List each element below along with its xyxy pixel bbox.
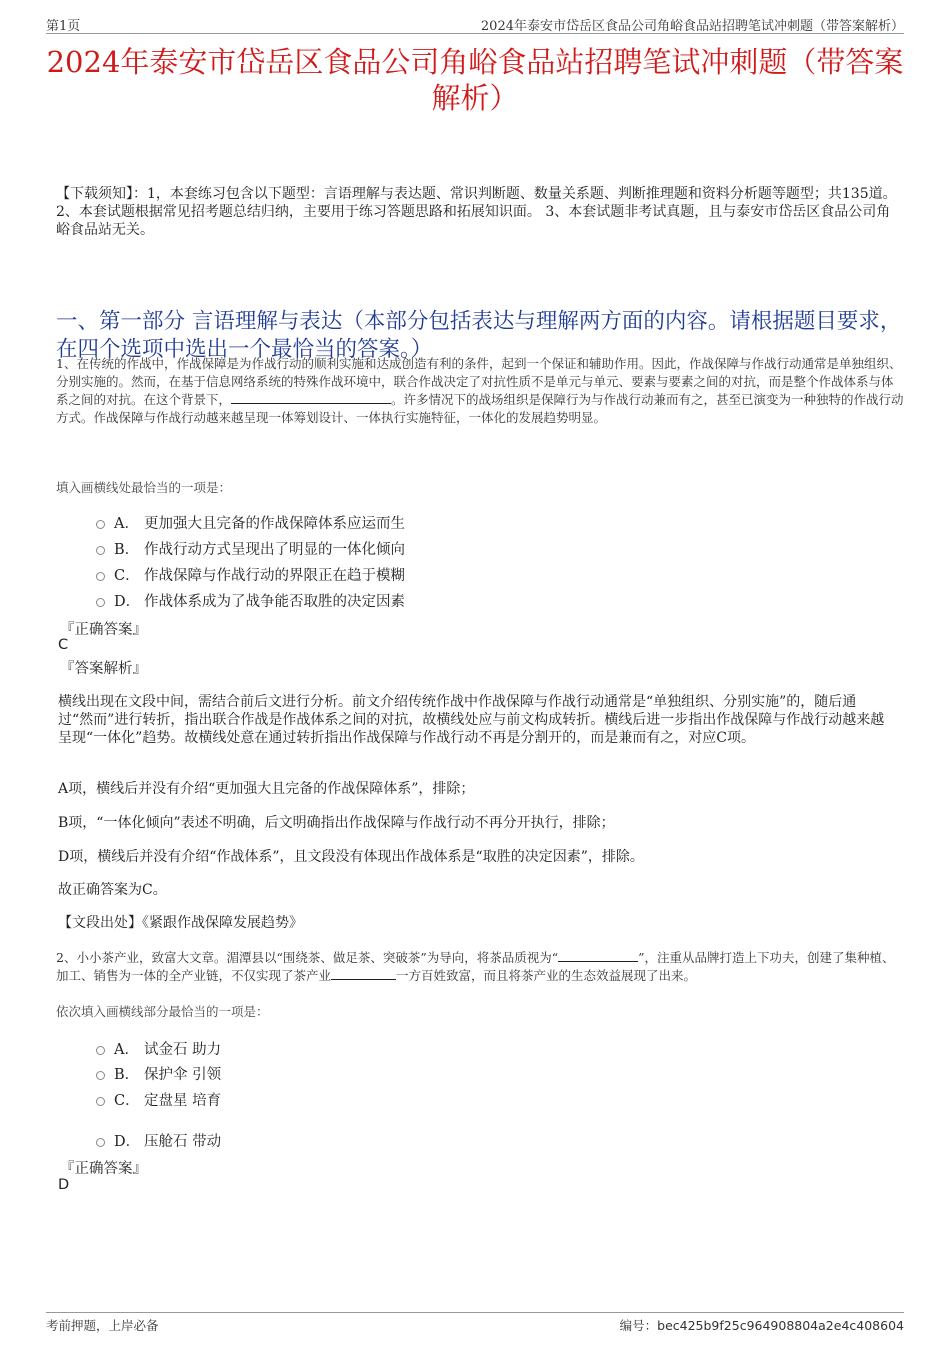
radio-icon[interactable] — [96, 546, 105, 555]
question-1-analysis-a: A项，横线后并没有介绍“更加强大且完备的作战保障体系”，排除； — [58, 781, 475, 797]
question-1-option-d[interactable]: D． 作战体系成为了战争能否取胜的决定因素 — [96, 590, 405, 611]
question-2-answer-label: 『正确答案』 — [60, 1161, 147, 1177]
question-1-option-c[interactable]: C． 作战保障与作战行动的界限正在趋于模糊 — [96, 564, 405, 585]
radio-icon[interactable] — [96, 1046, 105, 1055]
page-footer — [46, 1312, 904, 1336]
question-2-prompt: 依次填入画横线部分最恰当的一项是： — [56, 1004, 269, 1019]
question-1-answer-label: 『正确答案』 — [60, 622, 147, 638]
download-notice: 【下载须知】：1，本套练习包含以下题型：言语理解与表达题、常识判断题、数量关系题、判断推理题和资料分析题等题型；共135道。 2、本套试题根据常见招考题总结归纳，主要用于练习答题思路和拓展知识面。 3、本套试题非考试真题，且与泰安市岱岳区食品公司角峪食品站无关。 — [56, 186, 897, 238]
blank-line — [331, 967, 396, 980]
document-title: 2024年泰安市岱岳区食品公司角峪食品站招聘笔试冲刺题（带答案解析） — [46, 45, 904, 115]
footer-code — [620, 1316, 904, 1334]
radio-icon[interactable] — [96, 1138, 105, 1147]
footer-code-value: bec425b9f25c964908804a2e4c408604 — [657, 1318, 904, 1333]
radio-icon[interactable] — [96, 520, 105, 529]
question-1-analysis-b: B项，“一体化倾向”表述不明确，后文明确指出作战保障与作战行动不再分开执行，排除； — [58, 815, 615, 831]
question-2-option-b[interactable]: B． 保护伞 引领 — [96, 1063, 221, 1084]
question-2-option-c[interactable]: C． 定盘星 培育 — [96, 1089, 221, 1110]
blank-line — [558, 949, 638, 962]
radio-icon[interactable] — [96, 598, 105, 607]
question-1-option-a[interactable]: A． 更加强大且完备的作战保障体系应运而生 — [96, 512, 405, 533]
question-2-answer: D — [58, 1177, 70, 1193]
question-1-source: 【文段出处】《紧跟作战保障发展趋势》 — [58, 915, 303, 931]
footer-code-label: 编号： — [619, 1318, 658, 1333]
question-2-option-a[interactable]: A． 试金石 助力 — [96, 1038, 221, 1059]
question-1-analysis-label: 『答案解析』 — [60, 661, 147, 677]
header-doc-title: 2024年泰安市岱岳区食品公司角峪食品站招聘笔试冲刺题（带答案解析） — [480, 19, 904, 34]
question-1-prompt: 填入画横线处最恰当的一项是： — [56, 480, 232, 495]
question-1-analysis-main: 横线出现在文段中间，需结合前后文进行分析。前文介绍传统作战中作战保障与作战行动通常是“单独组织、分别实施”的，随后通过“然而”进行转折，指出联合作战是作战体系之间的对抗，故横线处应与前文构成转折。横线后进一步指出作战保障与作战行动越来越呈现“一体化”趋势。故横线处意在通过转折指出作战保障与作战行动不再是分割开的，而是兼而有之，对应C项。 — [58, 694, 885, 746]
question-1-answer: C — [58, 637, 69, 653]
footer-slogan: 考前押题，上岸必备 — [46, 1318, 159, 1333]
radio-icon[interactable] — [96, 572, 105, 581]
radio-icon[interactable] — [96, 1097, 105, 1106]
question-1-text-before: 1、在传统的作战中，作战保障是为作战行动的顺利实施和达成创造有利的条件，起到一个保证和辅助作用。因此，作战保障与作战行动通常是单独组织、分别实施的。然而，在基于信息网络系统的特殊作战环境中，联合作战决定了对抗性质不是单元与单元、要素与要素之间的对抗，而是整个作战体系与体系之间的对抗。在这个背景下， — [56, 356, 902, 407]
question-1-text-after: 。许多情况下的战场组织是保障行为与作战行动兼而有之，甚至已演变为一种独特的作战行动方式。作战保障与作战行动越来越呈现一体筹划设计、一体执行实施特征，一体化的发展趋势明显。 — [56, 392, 904, 425]
page-number: 第1页 — [46, 19, 81, 34]
page-header — [46, 14, 904, 34]
question-1-conclusion: 故正确答案为C。 — [58, 882, 167, 898]
question-2-option-d[interactable]: D． 压舱石 带动 — [96, 1130, 221, 1151]
section-title: 一、第一部分 言语理解与表达（本部分包括表达与理解两方面的内容。请根据题目要求，在四个选项中选出一个最恰当的答案。） — [56, 309, 902, 362]
radio-icon[interactable] — [96, 1071, 105, 1080]
question-1-text — [56, 355, 904, 427]
question-2-text: 2、小小茶产业，致富大文章。湄潭县以“围绕茶、做足茶、突破茶”为导向，将茶品质视为“ ”，注重从品牌打造上下功夫，创建了集种植、加工、销售为一体的全产业链，不仅实现了茶产业 一方百姓致富，而且将茶产业的生态效益展现了出来。 — [56, 950, 895, 983]
question-1-analysis-d: D项，横线后并没有介绍“作战体系”，且文段没有体现出作战体系是“取胜的决定因素”，排除。 — [58, 849, 644, 865]
blank-line — [231, 391, 391, 404]
question-1-option-b[interactable]: B． 作战行动方式呈现出了明显的一体化倾向 — [96, 538, 405, 559]
